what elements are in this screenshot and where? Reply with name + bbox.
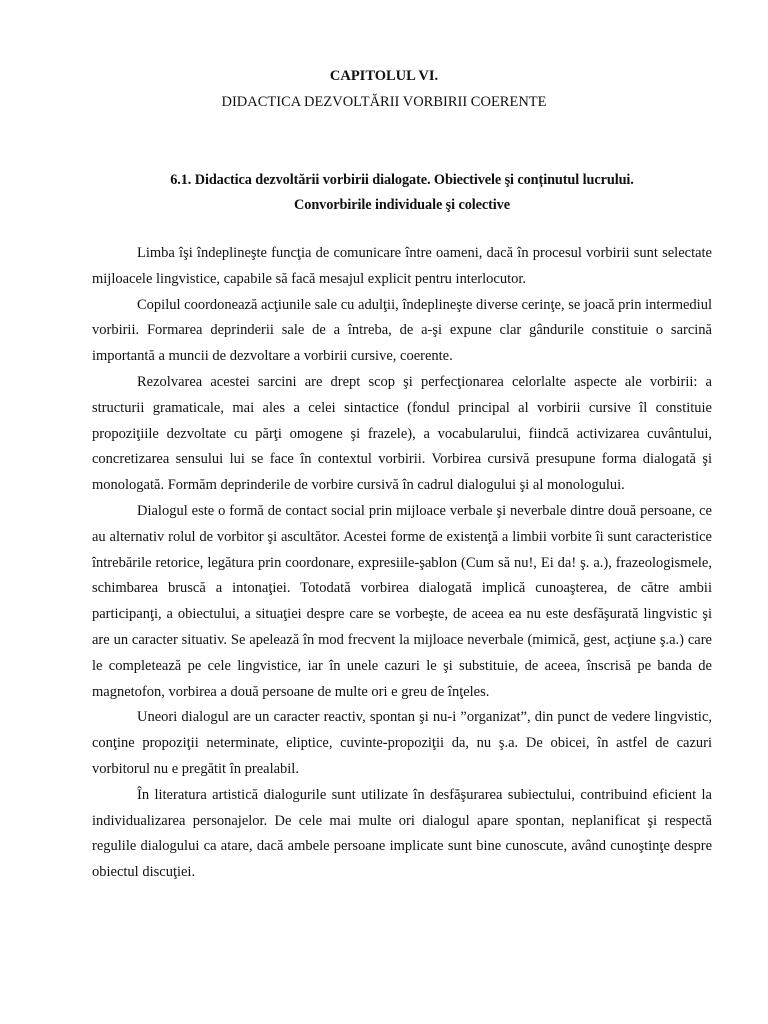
chapter-label: CAPITOLUL VI. xyxy=(329,68,439,84)
paragraph: Dialogul este o formă de contact social prin mijloace verbale şi neverbale dintre două persoane, ce au alternativ rolul de vorbitor şi ascultător. Acestei forme de existenţă a limbii vorbite îi sunt caracteristice întrebările retorice, legătura prin coordonare, expresiile-şablon (Cum să nu!, Ei da! ş. a.), frazeologismele, schimbarea bruscă a intonaţiei. Totodată vorbirea dialogată implică cunoaşterea, de către ambii participanţi, a obiectului, a situaţiei despre care se vorbeşte, de aceea ea nu este desfăşurată lingvistic şi are un caracter situativ. Se apelează în mod frecvent la mijloace neverbale (mimică, gest, acţiune ş.a.) care le completează pe cele lingvistice, iar în unele cazuri le şi substituie, de aceea, înscrisă pe banda de magnetofon, vorbirea a două persoane de multe ori e greu de înţeles. xyxy=(92,502,712,700)
paragraph: Rezolvarea acestei sarcini are drept scop şi perfecţionarea celorlalte aspecte ale vorbirii: a structurii gramaticale, mai ales a celei sintactice (fondul principal al vorbirii cursive îl constituie propoziţiile dezvoltate cu părţi omogene şi frazele), a vocabularului, fiindcă activizarea cuvântului, concretizarea sensului lui se face în contextul vorbirii. Vorbirea cursivă presupune forma dialogată şi monologată. Formăm deprinderile de vorbire cursivă în cadrul dialogului şi al monologului. xyxy=(92,373,712,494)
paragraph: Limba îşi îndeplineşte funcţia de comunicare între oameni, dacă în procesul vorbirii sunt selectate mijloacele lingvistice, capabile să facă mesajul explicit pentru interlocutor. xyxy=(92,245,712,287)
body-text xyxy=(92,241,712,886)
section-heading-line-2: Convorbirile individuale şi colective xyxy=(294,197,510,213)
paragraph: Uneori dialogul are un caracter reactiv, spontan şi nu-i ”organizat”, din punct de vedere lingvistic, conţine propoziţii neterminate, eliptice, cuvinte-propoziţii da, nu ş.a. De obicei, în astfel de cazuri vorbitorul nu e pregătit în prealabil. xyxy=(92,709,712,777)
section-heading xyxy=(92,168,712,218)
paragraph: Copilul coordonează acţiunile sale cu adulţii, îndeplineşte diverse cerinţe, se joacă prin intermediul vorbirii. Formarea deprinderii sale de a întreba, de a-şi expune clar gândurile constituie o sarcină importantă a muncii de dezvoltare a vorbirii cursive, coerente. xyxy=(92,296,712,365)
section-heading-line-1: 6.1. Didactica dezvoltării vorbirii dialogate. Obiectivele şi conținutul lucrului. xyxy=(170,172,634,188)
chapter-title: DIDACTICA DEZVOLTĂRII VORBIRII COERENTE xyxy=(221,94,547,110)
paragraph: În literatura artistică dialogurile sunt utilizate în desfăşurarea subiectului, contribuind eficient la individualizarea personajelor. De cele mai multe ori dialogul apare spontan, neplanificat şi respectă regulile dialogului ca atare, dacă ambele persoane implicate sunt bine cunoscute, având cunoştinţe despre obiectul discuţiei. xyxy=(92,786,712,881)
